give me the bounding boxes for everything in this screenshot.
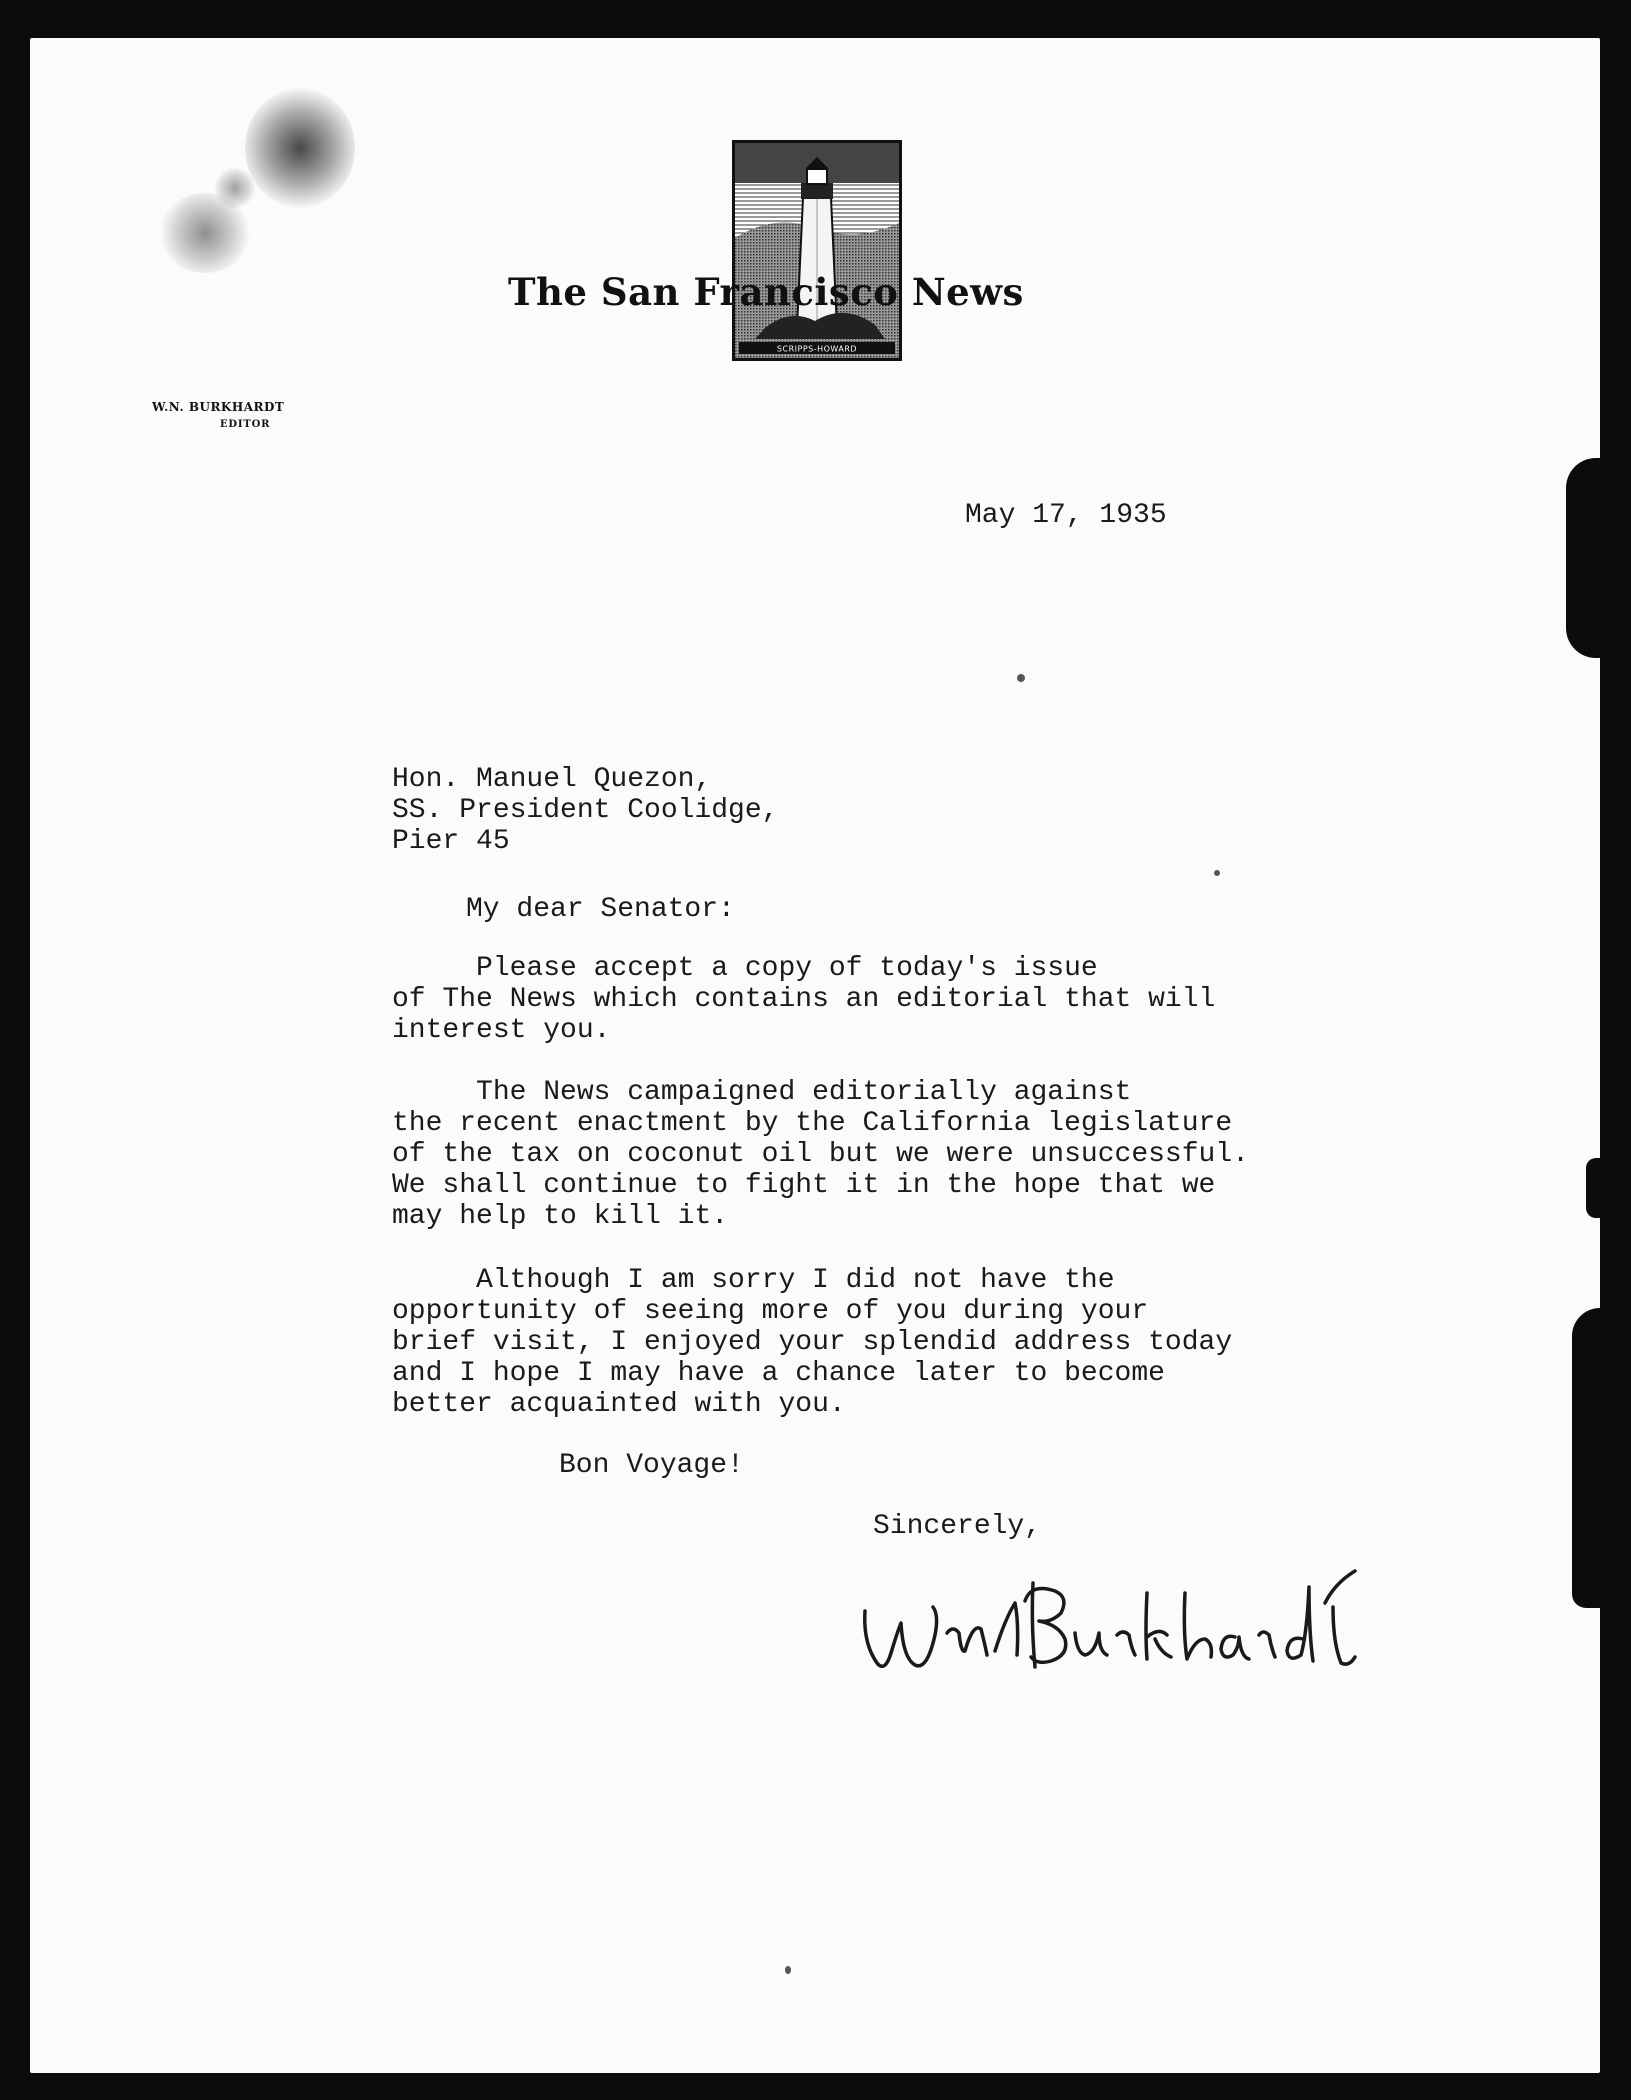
- handwritten-signature: [855, 1563, 1475, 1703]
- lighthouse-logo: [732, 140, 902, 361]
- editor-title: EDITOR: [220, 419, 271, 430]
- address-line: Pier 45: [392, 826, 510, 857]
- body-paragraph: Although I am sorry I did not have the opportunity of seeing more of you during your brief visit, I enjoyed your splendid address today and I hope I may have a chance later to become better acquainted with you.: [392, 1265, 1233, 1420]
- address-line: Hon. Manuel Quezon,: [392, 764, 712, 795]
- newspaper-masthead: The San Francisco News: [508, 270, 1024, 314]
- editor-name: W.N. BURKHARDT: [152, 400, 285, 414]
- letter-date: May 17, 1935: [965, 500, 1167, 531]
- farewell: Bon Voyage!: [559, 1450, 744, 1481]
- torn-edge: [1586, 1158, 1600, 1218]
- paper-speck: [785, 1966, 791, 1974]
- paper-speck: [1017, 674, 1025, 682]
- closing: Sincerely,: [873, 1511, 1042, 1542]
- lighthouse-icon: [735, 143, 899, 358]
- ink-smudge: [215, 168, 255, 208]
- paper-speck: [1214, 870, 1220, 876]
- torn-edge: [1566, 458, 1600, 658]
- torn-edge: [1572, 1308, 1600, 1608]
- logo-caption: SCRIPPS-HOWARD: [776, 344, 858, 354]
- address-line: SS. President Coolidge,: [392, 795, 779, 826]
- body-paragraph: Please accept a copy of today's issue of The News which contains an editorial that will interest you.: [392, 953, 1216, 1046]
- signature-icon: [855, 1563, 1475, 1703]
- letter-page: [30, 38, 1600, 2073]
- recipient-address: [392, 764, 778, 857]
- body-paragraph: The News campaigned editorially against the recent enactment by the California legislature of the tax on coconut oil but we were unsuccessful. We shall continue to fight it in the hope that we may help to kill it.: [392, 1077, 1249, 1232]
- ink-smudge: [245, 88, 355, 208]
- salutation: My dear Senator:: [466, 894, 735, 925]
